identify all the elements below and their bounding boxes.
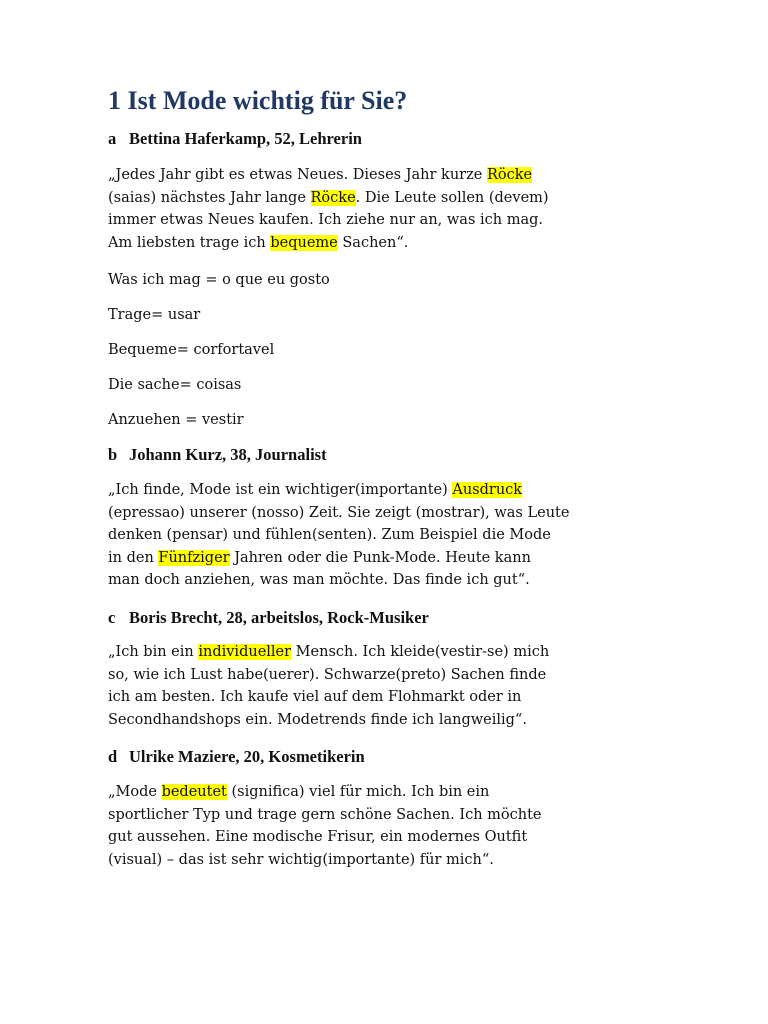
section-letter: c <box>108 608 116 627</box>
quote-line <box>108 502 569 525</box>
quote-line <box>108 524 569 547</box>
quote-line <box>108 709 549 732</box>
section-letter: b <box>108 445 118 464</box>
quote-line <box>108 479 569 502</box>
quote-text: . Die Leute sollen (devem) <box>355 189 549 206</box>
quote-text: (saias) nächstes Jahr lange <box>108 189 311 206</box>
highlighted-word: bedeutet <box>161 784 227 800</box>
highlighted-word: Ausdruck <box>452 482 523 498</box>
quote-text: „Mode <box>108 784 162 800</box>
section-heading <box>108 607 429 629</box>
quote-paragraph <box>108 164 549 254</box>
person-info: Bettina Haferkamp, 52, Lehrerin <box>129 129 362 148</box>
vocabulary-line: Was ich mag = o que eu gosto <box>108 272 330 288</box>
quote-text: (epressao) unserer (nosso) Zeit. Sie zeigt (mostrar), was Leute <box>108 504 570 521</box>
quote-paragraph <box>108 641 549 731</box>
quote-text: Mensch. Ich kleide(vestir-se) mich <box>291 644 550 660</box>
quote-text: in den <box>108 549 159 566</box>
quote-text: (significa) viel für mich. Ich bin ein <box>226 784 490 800</box>
page-title: 1 Ist Mode wichtig für Sie? <box>108 86 408 115</box>
quote-text: Jahren oder die Punk-Mode. Heute kann <box>229 549 531 566</box>
highlighted-word: bequeme <box>270 234 338 251</box>
quote-text: Secondhandshops ein. Modetrends finde ich langweilig“. <box>108 711 527 728</box>
person-info: Johann Kurz, 38, Journalist <box>129 445 327 464</box>
quote-text: „Ich finde, Mode ist ein wichtiger(importante) <box>108 482 453 498</box>
quote-text: sportlicher Typ und trage gern schöne Sachen. Ich möchte <box>108 806 542 823</box>
quote-text: so, wie ich Lust habe(uerer). Schwarze(preto) Sachen finde <box>108 666 547 683</box>
quote-paragraph <box>108 781 542 871</box>
person-info: Ulrike Maziere, 20, Kosmetikerin <box>129 747 365 766</box>
quote-text: man doch anziehen, was man möchte. Das finde ich gut“. <box>108 572 530 588</box>
section-heading <box>108 128 362 150</box>
quote-line <box>108 164 549 187</box>
quote-text: gut aussehen. Eine modische Frisur, ein modernes Outfit <box>108 829 528 845</box>
quote-line <box>108 664 549 687</box>
quote-line <box>108 804 542 827</box>
quote-text: Am liebsten trage ich <box>108 234 271 251</box>
quote-line <box>108 209 549 232</box>
quote-text: denken (pensar) und fühlen(senten). Zum Beispiel die Mode <box>108 527 551 543</box>
highlighted-word: Röcke <box>310 189 356 206</box>
vocabulary-line: Die sache= coisas <box>108 377 242 393</box>
quote-text: „Jedes Jahr gibt es etwas Neues. Dieses Jahr kurze <box>108 167 487 183</box>
quote-line <box>108 187 549 210</box>
section-letter: d <box>108 747 118 766</box>
person-info: Boris Brecht, 28, arbeitslos, Rock-Musiker <box>129 608 429 627</box>
vocabulary-line: Bequeme= corfortavel <box>108 342 275 358</box>
quote-line <box>108 826 542 849</box>
quote-line <box>108 232 549 255</box>
vocabulary-line: Anzuehen = vestir <box>108 412 244 428</box>
quote-text: Sachen“. <box>337 234 409 251</box>
quote-text: ich am besten. Ich kaufe viel auf dem Flohmarkt oder in <box>108 689 522 705</box>
quote-line <box>108 686 549 709</box>
quote-text: „Ich bin ein <box>108 644 199 660</box>
quote-line <box>108 849 542 872</box>
quote-line <box>108 569 569 592</box>
section-heading <box>108 746 365 768</box>
highlighted-word: Fünfziger <box>158 549 230 566</box>
quote-line <box>108 547 569 570</box>
section-heading <box>108 444 327 466</box>
highlighted-word: individueller <box>198 644 292 660</box>
quote-line <box>108 781 542 804</box>
quote-text: (visual) – das ist sehr wichtig(importante) für mich“. <box>108 851 494 868</box>
quote-paragraph <box>108 479 569 592</box>
vocabulary-line: Trage= usar <box>108 307 201 323</box>
section-letter: a <box>108 129 117 148</box>
quote-text: immer etwas Neues kaufen. Ich ziehe nur an, was ich mag. <box>108 212 543 228</box>
highlighted-word: Röcke <box>486 167 533 183</box>
quote-line <box>108 641 549 664</box>
